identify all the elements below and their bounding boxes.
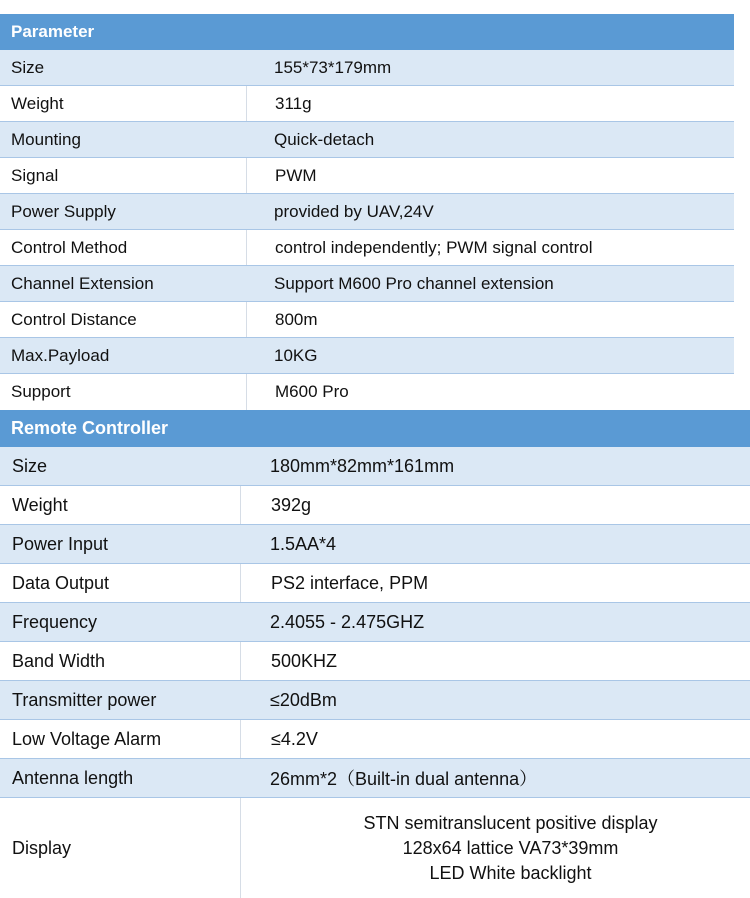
table-row [0,230,734,266]
row-label: Antenna length [12,767,134,788]
row-value: M600 Pro [246,374,734,410]
row-label: Data Output [12,572,110,593]
row-label: Size [11,57,45,77]
row-value: 392g [240,486,750,524]
row-label: Transmitter power [12,689,157,710]
row-value: 2.4055 - 2.475GHZ [270,611,425,632]
table-row [0,86,734,122]
table-row [0,642,750,681]
row-value: provided by UAV,24V [274,201,434,221]
table-row [0,759,750,798]
row-label: Mounting [11,129,81,149]
row-value: 155*73*179mm [274,57,392,77]
row-label: Power Supply [11,201,116,221]
display-line: STN semitranslucent positive display [363,812,658,833]
table-row [0,603,750,642]
row-label: Display [12,837,72,858]
row-value: ≤20dBm [270,689,337,710]
display-line: 128x64 lattice VA73*39mm [402,837,619,858]
row-value: 500KHZ [240,642,750,680]
table-row [0,681,750,720]
display-line: LED White backlight [429,862,592,883]
row-value: 10KG [274,345,318,365]
row-value: Quick-detach [274,129,375,149]
row-label: Power Input [12,533,109,554]
row-value: 180mm*82mm*161mm [270,455,455,476]
row-label: Signal [11,165,59,185]
row-label: Frequency [12,611,98,632]
row-value: Support M600 Pro channel extension [274,273,554,293]
parameter-table [0,14,734,410]
table-row [0,564,750,603]
row-value: 1.5AA*4 [270,533,337,554]
row-label: Size [12,455,48,476]
table-row [0,338,734,374]
row-label: Control Method [11,237,128,257]
table-row [0,374,734,410]
table-row [0,302,734,338]
row-value-multiline [240,798,750,898]
remote-controller-header: Remote Controller [0,410,750,447]
row-value: control independently; PWM signal control [246,230,734,265]
table-row [0,486,750,525]
parameter-header: Parameter [0,14,734,50]
table-row [0,447,750,486]
table-row [0,194,734,230]
table-row [0,50,734,86]
row-value: 800m [246,302,734,337]
table-row [0,158,734,194]
row-label: Max.Payload [11,345,110,365]
table-row [0,266,734,302]
row-label: Band Width [12,650,106,671]
row-label: Weight [11,93,64,113]
table-row-display [0,798,750,898]
row-value: 311g [246,86,734,121]
row-label: Control Distance [11,309,137,329]
row-label: Low Voltage Alarm [12,728,162,749]
remote-controller-table [0,410,750,898]
table-row [0,122,734,158]
table-row [0,720,750,759]
row-label: Channel Extension [11,273,154,293]
row-label: Weight [12,494,68,515]
row-value: PWM [246,158,734,193]
row-value: 26mm*2（Built-in dual antenna） [270,769,538,789]
row-value: PS2 interface, PPM [240,564,750,602]
row-value: ≤4.2V [240,720,750,758]
row-label: Support [11,382,71,401]
table-row [0,525,750,564]
